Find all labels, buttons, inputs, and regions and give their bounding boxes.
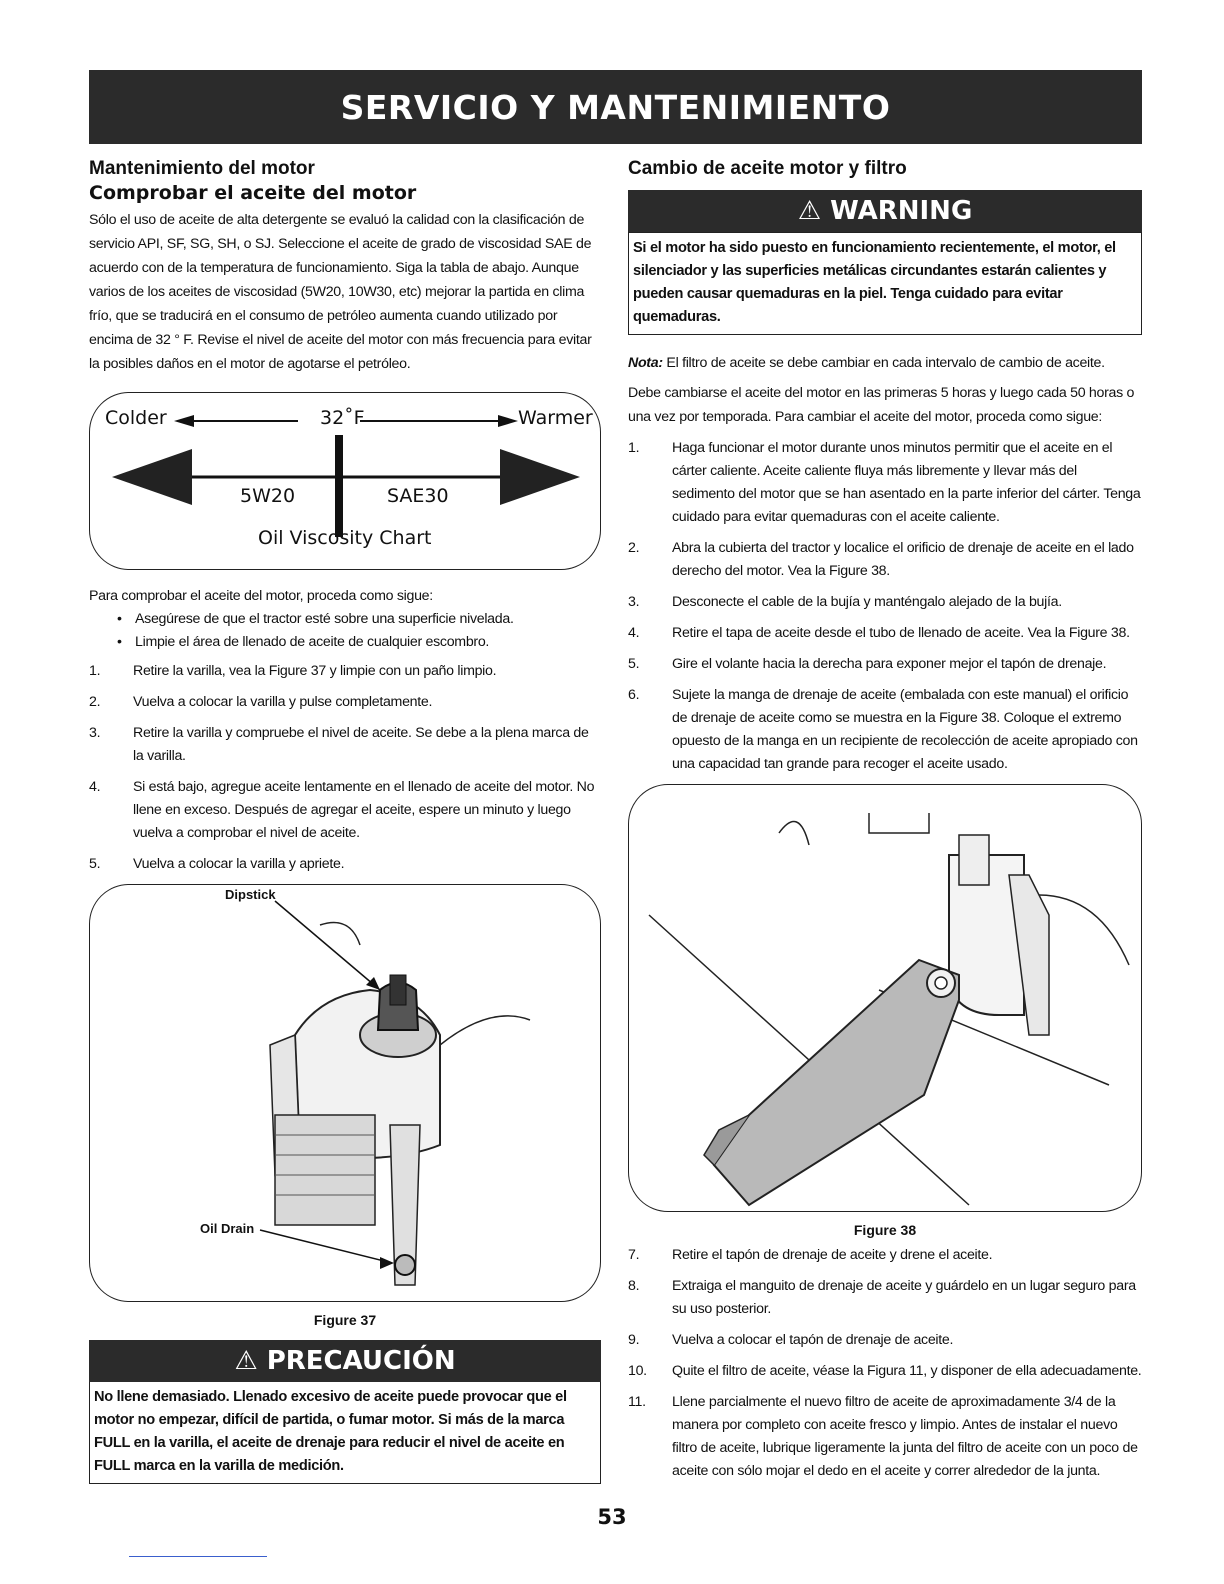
colder-label: Colder <box>105 407 167 429</box>
step-number: 5. <box>89 856 101 872</box>
step-item <box>628 622 1142 645</box>
caution-box <box>89 1340 601 1484</box>
step-text: Extraiga el manguito de drenaje de aceite y guárdelo en un lugar seguro para su uso posterior. <box>672 1278 1136 1317</box>
step-number: 1. <box>89 663 101 679</box>
step-number: 3. <box>628 594 640 610</box>
step-item <box>89 691 601 714</box>
temperature-label: 32˚F <box>320 407 365 429</box>
oil-sae30-label: SAE30 <box>387 485 449 507</box>
left-column <box>89 158 601 1484</box>
step-number: 9. <box>628 1332 640 1348</box>
oil-change-steps-a <box>628 437 1142 776</box>
step-text: Retire el tapón de drenaje de aceite y drene el aceite. <box>672 1247 993 1263</box>
oil-viscosity-chart <box>89 392 601 570</box>
chart-title: Oil Viscosity Chart <box>258 527 432 549</box>
step-text: Vuelva a colocar el tapón de drenaje de aceite. <box>672 1332 954 1348</box>
banner-title: SERVICIO Y MANTENIMIENTO <box>340 87 891 127</box>
step-text: Vuelva a colocar la varilla y pulse completamente. <box>133 694 433 710</box>
prep-bullets <box>89 608 601 654</box>
bullet-item: • Asegúrese de que el tractor esté sobre una superficie nivelada. <box>89 608 601 631</box>
step-item <box>628 1329 1142 1352</box>
step-text: Gire el volante hacia la derecha para exponer mejor el tapón de drenaje. <box>672 656 1107 672</box>
step-item <box>628 684 1142 776</box>
step-number: 2. <box>628 540 640 556</box>
step-item <box>89 660 601 683</box>
step-number: 5. <box>628 656 640 672</box>
step-number: 8. <box>628 1278 640 1294</box>
step-text: Desconecte el cable de la bujía y manténgalo alejado de la bujía. <box>672 594 1062 610</box>
warning-header <box>628 190 1142 232</box>
note-text: El filtro de aceite se debe cambiar en cada intervalo de cambio de aceite. <box>662 355 1105 371</box>
dipstick-label: Dipstick <box>225 887 276 902</box>
step-text: Sujete la manga de drenaje de aceite (embalada con este manual) el orificio de drenaje de aceite como se muestra en la Figure 38. Coloque el extremo opuesto de la manga en un recipiente de recolección de aceite apropiado con una capacidad tan grande para recoger el aceite usado. <box>672 687 1138 772</box>
step-item <box>628 1244 1142 1267</box>
step-text: Haga funcionar el motor durante unos minutos permitir que el aceite en el cárter caliente. Aceite caliente fluya más libremente y llevar más del sedimento del motor que se han asentado en la parte inferior del cárter. Tenga cuidado para evitar quemaduras con el aceite caliente. <box>672 440 1141 525</box>
intro-paragraph: Sólo el uso de aceite de alta detergente se evaluó la calidad con la clasificación de servicio API, SF, SG, SH, o SJ. Seleccione el aceite de grado de viscosidad SAE de acuerdo con de la temperatura de funcionamiento. Siga la tabla de abajo. Aunque varios de los aceites de viscosidad (5W20, 10W30, etc) mejorar la partida en clima frío, que se traducirá en el consumo de petróleo aumenta cuando utilizado por encima de 32 ° F. Revise el nivel de aceite del motor con más frecuencia para evitar la posibles daños en el motor de agotarse el petróleo. <box>89 212 592 372</box>
step-number: 6. <box>628 687 640 703</box>
oil-drain-label: Oil Drain <box>200 1221 255 1236</box>
oil-change-steps-b <box>628 1244 1142 1483</box>
step-number: 4. <box>89 779 101 795</box>
step-number: 4. <box>628 625 640 641</box>
step-number: 7. <box>628 1247 640 1263</box>
step-item <box>628 537 1142 583</box>
section-title: Mantenimiento del motor <box>89 158 315 179</box>
oil-5w20-label: 5W20 <box>240 485 296 507</box>
interval-paragraph: Debe cambiarse el aceite del motor en las primeras 5 horas y luego cada 50 horas o una vez por temporada. Para cambiar el aceite del motor, proceda como sigue: <box>628 385 1135 425</box>
step-item <box>628 1360 1142 1383</box>
engine-dipstick-illustration <box>90 885 601 1302</box>
step-item <box>628 653 1142 676</box>
oil-change-heading: Cambio de aceite motor y filtro <box>628 158 907 179</box>
figure-38-caption: Figure 38 <box>853 1222 917 1238</box>
step-text: Retire el tapa de aceite desde el tubo de llenado de aceite. Vea la Figure 38. <box>672 625 1130 641</box>
step-text: Si está bajo, agregue aceite lentamente en el llenado de aceite del motor. No llene en exceso. Después de agregar el aceite, espere un minuto y luego vuelva a comprobar el nivel de aceite. <box>133 779 595 841</box>
caution-text: No llene demasiado. Llenado excesivo de aceite puede provocar que el motor no empezar, difícil de partida, o fumar motor. Si más de la marca FULL en la varilla, el aceite de drenaje para reducir el nivel de aceite en FULL marca en la varilla de medición. <box>89 1382 601 1484</box>
step-item <box>89 776 601 845</box>
step-number: 11. <box>628 1394 646 1410</box>
warning-triangle-icon: ⚠ <box>234 1346 258 1376</box>
step-text: Vuelva a colocar la varilla y apriete. <box>133 856 345 872</box>
check-oil-steps <box>89 660 601 876</box>
step-item <box>628 1275 1142 1321</box>
page-banner <box>89 70 1142 144</box>
right-column <box>628 158 1142 1491</box>
step-number: 1. <box>628 440 640 456</box>
step-item <box>89 853 601 876</box>
caution-title: PRECAUCIÓN <box>266 1346 456 1376</box>
step-item <box>628 1391 1142 1483</box>
procedure-intro: Para comprobar el aceite del motor, proceda como sigue: <box>89 588 433 604</box>
step-text: Abra la cubierta del tractor y localice el orificio de drenaje de aceite en el lado derecho del motor. Vea la Figure 38. <box>672 540 1134 579</box>
note-paragraph <box>628 351 1142 375</box>
warning-text: Si el motor ha sido puesto en funcionamiento recientemente, el motor, el silenciador y las superficies metálicas circundantes estarán calientes y pueden causar quemaduras en la piel. Tenga cuidado para evitar quemaduras. <box>628 232 1142 335</box>
bullet-item: • Limpie el área de llenado de aceite de cualquier escombro. <box>89 631 601 654</box>
step-item <box>628 591 1142 614</box>
step-item <box>89 722 601 768</box>
footer-rule <box>129 1556 267 1557</box>
step-text: Retire la varilla, vea la Figure 37 y limpie con un paño limpio. <box>133 663 497 679</box>
step-text: Retire la varilla y compruebe el nivel de aceite. Se debe a la plena marca de la varilla. <box>133 725 589 764</box>
step-number: 2. <box>89 694 101 710</box>
check-oil-heading: Comprobar el aceite del motor <box>89 182 417 204</box>
figure-37-caption: Figure 37 <box>313 1312 377 1328</box>
page-number: 53 <box>597 1505 627 1529</box>
warning-box <box>628 190 1142 335</box>
step-number: 10. <box>628 1363 647 1379</box>
caution-header <box>89 1340 601 1382</box>
figure-38 <box>628 784 1142 1212</box>
warmer-label: Warmer <box>518 407 593 429</box>
warning-title: WARNING <box>830 196 973 226</box>
figure-37 <box>89 884 601 1302</box>
step-text: Quite el filtro de aceite, véase la Figura 11, y disponer de ella adecuadamente. <box>672 1363 1142 1379</box>
step-item <box>628 437 1142 529</box>
note-label: Nota: <box>628 355 663 371</box>
step-number: 3. <box>89 725 101 741</box>
warning-triangle-icon: ⚠ <box>797 196 822 226</box>
step-text: Llene parcialmente el nuevo filtro de aceite de aproximadamente 3/4 de la manera por completo con aceite fresco y limpio. Antes de instalar el nuevo filtro de aceite, lubrique ligeramente la junta del filtro de aceite con un poco de aceite con sólo mojar el dedo en el aceite y correr alrededor de la junta. <box>672 1394 1138 1479</box>
drain-sleeve-illustration <box>629 785 1142 1212</box>
